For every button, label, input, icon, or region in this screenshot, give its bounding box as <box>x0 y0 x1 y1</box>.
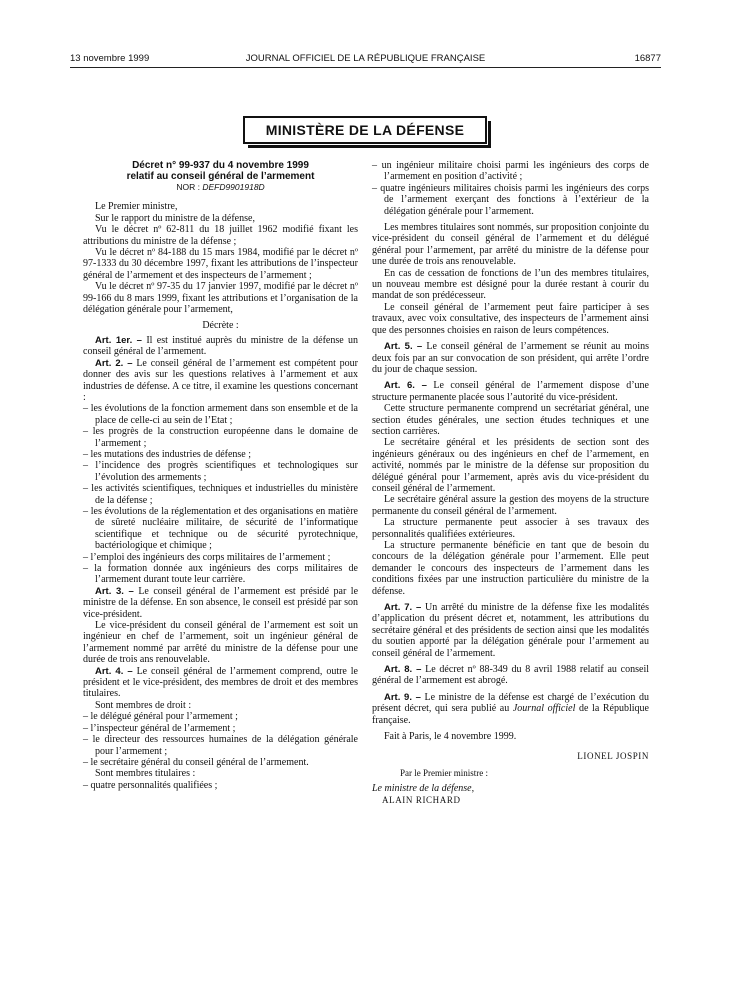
paragraph: La structure permanente peut associer à ses travaux des personnalités qualifiées extérieures. <box>372 517 649 540</box>
article-3-paragraph: Le vice-président du conseil général de l’armement est soit un ingénieur en chef de l’armement, soit un ingénieur général de l’armement nommé par arrêté du ministre de la défense pour une durée de trois ans renouvelable. <box>83 620 358 666</box>
article-label: Art. 1er. – <box>95 334 142 346</box>
article-9 <box>372 692 649 726</box>
list-item: – l’incidence des progrès scientifiques et technologiques sur l’évolution des armements ; <box>83 460 358 483</box>
article-7 <box>372 602 649 659</box>
nor-reference <box>83 182 358 193</box>
minister-signature: ALAIN RICHARD <box>382 794 461 805</box>
list-item: – le secrétaire général du conseil général de l’armement. <box>83 756 309 768</box>
article-label: Art. 4. – <box>95 665 133 677</box>
list-item: – quatre personnalités qualifiées ; <box>83 779 218 791</box>
header-date: 13 novembre 1999 <box>70 53 150 64</box>
list-item: – le directeur des ressources humaines de la délégation générale pour l’armement ; <box>83 734 358 757</box>
article-4 <box>83 666 358 700</box>
article-label: Art. 9. – <box>384 691 421 703</box>
intro-paragraph: Vu le décret nº 84-188 du 15 mars 1984, modifié par le décret nº 97-1333 du 30 décembre 1997, fixant les attributions de l’inspecteur général de l’armement et des inspecteurs de l’armement ; <box>83 247 358 281</box>
membres-titulaires-heading: Sont membres titulaires : <box>95 768 196 780</box>
intro-paragraph: Le Premier ministre, <box>95 201 178 213</box>
article-1 <box>83 335 358 358</box>
intro-paragraph: Vu le décret nº 62-811 du 18 juillet 1962 modifié fixant les attributions du ministre de la défense ; <box>83 224 358 247</box>
article-label: Art. 5. – <box>384 341 423 353</box>
intro-paragraph: Vu le décret nº 97-35 du 17 janvier 1997, modifié par le décret nº 99-166 du 8 mars 1999, fixant les attributions et l’organisation de la délégation générale pour l’armement, <box>83 281 358 316</box>
list-item: – les évolutions de la fonction armement dans son ensemble et de la place de celle-ci au sein de l’Etat ; <box>83 403 358 426</box>
journal-officiel-italic: Journal officiel <box>512 703 576 715</box>
paragraph: Le conseil général de l’armement peut faire participer à ses travaux, avec voix consultative, des inspecteurs de l’armement ainsi que des personnes choisies en raison de leurs compétences. <box>372 301 649 336</box>
article-5 <box>372 341 649 375</box>
article-text: Le conseil général de l’armement est compétent pour donner des avis sur les questions relatives à l’armement et aux industries de défense. A ce titre, il examine les questions concernant : <box>83 357 358 403</box>
header-page-number: 16877 <box>634 53 661 64</box>
paragraph: La structure permanente bénéficie en tant que de besoin du concours de la délégation générale pour l’armement. Elle peut demander le concours des inspecteurs de l’armement dans les conditions fixées par une instruction particulière du ministre de la défense. <box>372 540 649 597</box>
list-item: – les progrès de la construction européenne dans le domaine de l’armement ; <box>83 426 358 449</box>
decrete-heading: Décrète : <box>202 320 239 332</box>
article-8 <box>372 664 649 687</box>
list-item: – quatre ingénieurs militaires choisis parmi les ingénieurs des corps de l’armement exerçant des fonctions à l’extérieur de la délégation générale pour l’armement. <box>372 182 649 217</box>
pm-signature: LIONEL JOSPIN <box>577 750 649 761</box>
list-item: – un ingénieur militaire choisi parmi les ingénieurs des corps de l’armement en position d’activité ; <box>372 160 649 183</box>
list-item: – les activités scientifiques, techniques et industrielles du ministère de la défense ; <box>83 483 358 506</box>
article-text: Le conseil général de l’armement comprend, outre le président et le vice-président, des membres de droit et des membres titulaires. <box>83 665 358 700</box>
list-item: – le délégué général pour l’armement ; <box>83 711 238 723</box>
article-label: Art. 6. – <box>384 380 427 392</box>
list-item: – les évolutions de la réglementation et des organisations en matière de sûreté nucléaire militaire, de sécurité de l’informatique scientifique et technique ou de sécurité pyrotechnique, bactériologique et chimique ; <box>83 505 358 552</box>
article-label: Art. 3. – <box>95 585 134 597</box>
article-text: Le conseil général de l’armement est présidé par le ministre de la défense. En son absence, le conseil est présidé par son vice-président. <box>83 585 359 620</box>
nor-label: NOR : <box>176 182 200 192</box>
article-label: Art. 8. – <box>384 664 422 676</box>
membres-droit-heading: Sont membres de droit : <box>95 699 192 711</box>
article-text: Le conseil général de l’armement se réunit au moins deux fois par an sur convocation de son président, qui arrête l’ordre du jour de chaque session. <box>372 341 649 375</box>
decree-title-line2: relatif au conseil général de l’armement <box>126 171 315 182</box>
paragraph: Le secrétaire général assure la gestion des moyens de la structure permanente du conseil général de l’armement. <box>372 494 649 517</box>
article-6 <box>372 380 649 403</box>
article-text: de la République française. <box>372 703 649 726</box>
article-text: Il est institué auprès du ministre de la défense un conseil général de l’armement. <box>83 334 359 358</box>
list-item: – les mutations des industries de défense ; <box>83 448 252 460</box>
decree-title-line1: Décret n° 99-937 du 4 novembre 1999 <box>132 160 309 171</box>
list-item: – l’emploi des ingénieurs des corps militaires de l’armement ; <box>83 551 331 563</box>
paragraph: Cette structure permanente comprend un secrétariat général, une section études générales, une section études techniques et une section carrières. <box>372 403 649 437</box>
left-column <box>83 160 358 791</box>
right-column <box>372 160 649 806</box>
paragraph: Le secrétaire général et les présidents de section sont des ingénieurs généraux ou des ingénieurs en chef de l’armement, en activité, nommés par le ministre de la défense sur proposition du délégué général pour l’armement, après avis du vice-président du conseil général de l’armement. <box>372 437 649 494</box>
nor-code: DEFD9901918D <box>202 182 265 192</box>
done-at: Fait à Paris, le 4 novembre 1999. <box>384 731 517 743</box>
article-3 <box>83 586 358 620</box>
par-premier-ministre: Par le Premier ministre : <box>400 767 488 778</box>
ministry-heading: MINISTÈRE DE LA DÉFENSE <box>243 116 487 144</box>
article-text: Le décret nº 88-349 du 8 avril 1988 relatif au conseil général de l’armement est abrogé. <box>372 664 649 687</box>
header-rule <box>70 67 661 68</box>
article-text: Le conseil général de l’armement dispose d’une structure permanente placée sous l’autorité du vice-président. <box>372 380 649 403</box>
article-label: Art. 2. – <box>95 357 133 369</box>
article-text: Un arrêté du ministre de la défense fixe les modalités d’application du présent décret et, notamment, les attributions du secrétaire général et des présidents de section ainsi que les modalités du soutien apporté par la délégation générale pour l’armement au conseil général de l’armement. <box>372 602 650 659</box>
page-header <box>70 53 661 67</box>
list-item: – la formation donnée aux ingénieurs des corps militaires de l’armement durant toute leur carrière. <box>83 563 358 586</box>
paragraph: En cas de cessation de fonctions de l’un des membres titulaires, un nouveau membre est désigné pour la durée restant à courir du mandat de son prédécesseur. <box>372 267 649 302</box>
paragraph: Les membres titulaires sont nommés, sur proposition conjointe du vice-président du conseil général de l’armement et du délégué général pour l’armement, par arrêté du ministre de la défense pour une durée de trois ans renouvelable. <box>372 222 649 268</box>
list-item: – l’inspecteur général de l’armement ; <box>83 722 236 734</box>
article-text: Le ministre de la défense est chargé de l’exécution du présent décret, qui sera publié au <box>372 691 649 715</box>
minister-title: Le ministre de la défense, <box>372 783 475 795</box>
article-2 <box>83 358 358 404</box>
header-journal-title: JOURNAL OFFICIEL DE LA RÉPUBLIQUE FRANÇAISE <box>245 53 486 64</box>
intro-paragraph: Sur le rapport du ministre de la défense, <box>95 212 255 224</box>
article-label: Art. 7. – <box>384 602 422 614</box>
